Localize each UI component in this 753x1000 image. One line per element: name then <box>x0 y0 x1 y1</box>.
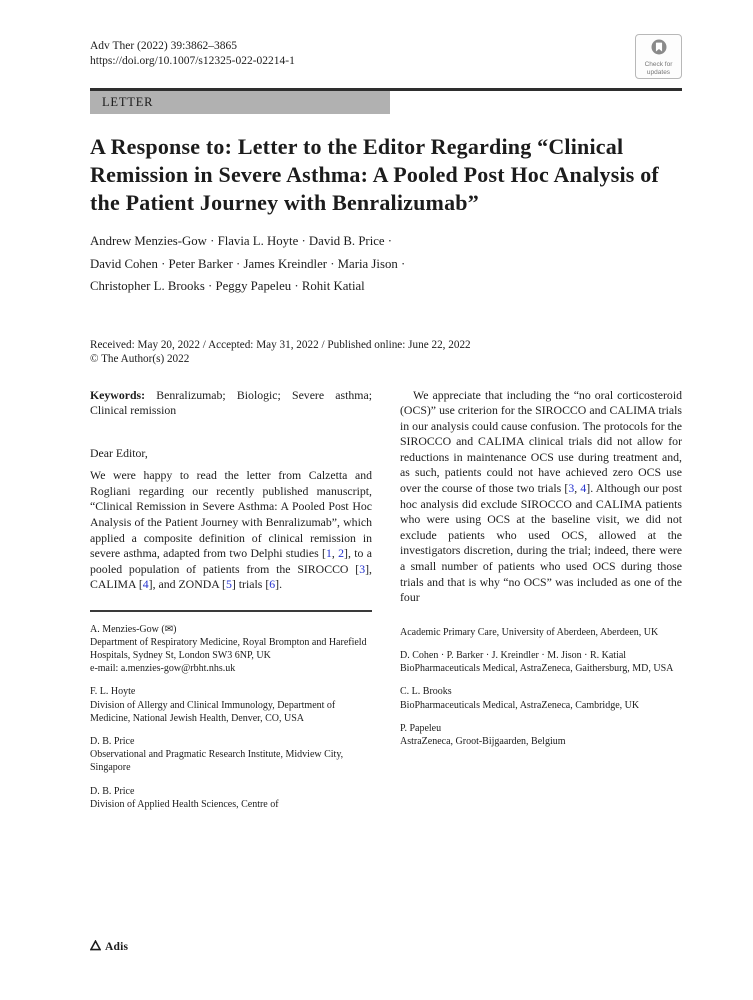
check-updates-label-2: updates <box>646 68 671 76</box>
body-text: ] trials [ <box>231 577 270 592</box>
author-line: Christopher L. Brooks · Peggy Papeleu · Rohit Katial <box>90 279 365 293</box>
check-for-updates-badge[interactable] <box>635 34 682 79</box>
footnote-author-name: D. Cohen · P. Barker · J. Kreindler · M. Jison · R. Katial <box>400 650 627 662</box>
citation-link[interactable]: 3 <box>568 481 575 496</box>
author-line: Andrew Menzies-Gow · Flavia L. Hoyte · David B. Price · <box>90 234 393 248</box>
citation-link[interactable]: 6 <box>269 577 276 592</box>
article-title: A Response to: Letter to the Editor Regarding “Clinical Remission in Severe Asthma: A Pooled Post Hoc Analysis of the Patient Journey with Benralizumab” <box>90 134 659 215</box>
journal-reference: Adv Ther (2022) 39:3862–3865 <box>90 40 238 52</box>
footnote <box>400 685 682 711</box>
body-paragraph-1 <box>90 468 372 593</box>
body-text: ], to a pooled population of patients from the SIROCCO [ <box>90 546 372 576</box>
body-text: ], CALIMA [ <box>90 561 372 592</box>
footnote-affiliation: Division of Allergy and Clinical Immunology, Department of Medicine, National Jewish Health, Denver, CO, USA <box>90 699 336 724</box>
citation-link[interactable]: 3 <box>359 561 366 576</box>
footnote-affiliation: Department of Respiratory Medicine, Royal Brompton and Harefield Hospitals, Sydney St, London SW3 6NP, UK <box>90 636 367 661</box>
body-text: ], and ZONDA [ <box>148 577 226 592</box>
footnote <box>90 735 372 775</box>
footnote-corresponding-author <box>90 623 372 676</box>
keywords-block <box>90 388 372 419</box>
footnote-affiliation: Academic Primary Care, University of Aberdeen, Aberdeen, UK <box>400 626 659 638</box>
footnote-author-name: F. L. Hoyte <box>90 686 136 698</box>
footnote-author-name: D. B. Price <box>90 735 135 747</box>
body-paragraph-2 <box>400 388 682 606</box>
page-header <box>90 34 682 79</box>
footnotes-right <box>400 626 682 748</box>
left-column <box>90 388 372 811</box>
author-list <box>90 230 682 298</box>
footnote-affiliation: BioPharmaceuticals Medical, AstraZeneca, Gaithersburg, MD, USA <box>400 663 674 675</box>
received-accepted-line: Received: May 20, 2022 / Accepted: May 31, 2022 / Published online: June 22, 2022 <box>90 338 471 351</box>
footnote-author-name: D. B. Price <box>90 785 135 797</box>
footnote-author-name: C. L. Brooks <box>400 686 452 698</box>
keywords-text: Benralizumab; Biologic; Severe asthma; Clinical remission <box>90 387 372 418</box>
section-label-bar: LETTER <box>90 91 390 114</box>
footnote <box>90 685 372 725</box>
adis-logo-text: Adis <box>105 941 129 953</box>
footnote <box>90 785 372 811</box>
body-text: ]. Although our post hoc analysis did exclude SIROCCO and CALIMA patients who were using OCS at the baseline visit, we did not exclude patients who used OCS, allowed at the investigators discretion, during the trial; indeed, there were a small number of patients who used OCS during those trials and that is why “no OCS” was included as one of the four <box>400 481 682 605</box>
citation-link[interactable]: 4 <box>142 577 149 592</box>
footnotes-left <box>90 623 372 811</box>
article-history <box>90 338 682 367</box>
adis-triangle-icon <box>90 938 101 956</box>
body-text: We were happy to read the letter from Calzetta and Rogliani regarding our recently published manuscript, “Clinical Remission in Severe Asthma: A Pooled Post Hoc Analysis of the Patient Journey with Benralizumab”, which applied a composite definition of clinical remission in severe asthma, adapted from two Delphi studies [ <box>90 468 372 561</box>
keywords-label: Keywords: <box>90 387 146 402</box>
body-text: , <box>331 546 339 561</box>
footnote-email[interactable]: e-mail: a.menzies-gow@rbht.nhs.uk <box>90 663 236 675</box>
footnote <box>400 722 682 748</box>
citation-info <box>90 34 295 68</box>
check-updates-label-1: Check for <box>644 61 673 68</box>
footnote-author-name: A. Menzies-Gow (✉) <box>90 623 177 635</box>
citation-link[interactable]: 1 <box>325 546 332 561</box>
body-text: We appreciate that including the “no oral corticosteroid (OCS)” use criterion for the SIROCCO and CALIMA trials in our analysis could cause confusion. The protocols for the SIROCCO and CALIMA clinical trials did not allow for reductions in maintenance OCS use during treatment and, as such, patients could not have achieved zero OCS use over the course of those two trials [ <box>400 387 682 496</box>
footnote-affiliation: BioPharmaceuticals Medical, AstraZeneca, Cambridge, UK <box>400 699 640 711</box>
footnote-affiliation: Division of Applied Health Sciences, Centre of <box>90 798 279 810</box>
author-line: David Cohen · Peter Barker · James Kreindler · Maria Jison · <box>90 256 406 271</box>
footnote-affiliation: AstraZeneca, Groot-Bijgaarden, Belgium <box>400 736 566 748</box>
doi-line: https://doi.org/10.1007/s12325-022-02214-1 <box>90 54 295 67</box>
citation-link[interactable]: 5 <box>226 577 232 592</box>
citation-link[interactable]: 2 <box>338 546 345 561</box>
publisher-footer <box>90 938 682 956</box>
footnote-author-name: P. Papeleu <box>400 722 442 734</box>
right-column <box>400 388 682 811</box>
footnote-continuation <box>400 626 682 639</box>
footnote <box>400 649 682 675</box>
bookmark-icon <box>650 38 668 61</box>
citation-link[interactable]: 4 <box>580 481 587 496</box>
footnote-affiliation: Observational and Pragmatic Research Institute, Midview City, Singapore <box>90 749 344 774</box>
copyright-line: © The Author(s) 2022 <box>90 353 190 365</box>
body-text: ]. <box>275 577 283 592</box>
two-column-body <box>90 388 682 811</box>
salutation: Dear Editor, <box>90 445 148 460</box>
footnote-rule <box>90 610 372 612</box>
body-text: , <box>574 481 581 496</box>
